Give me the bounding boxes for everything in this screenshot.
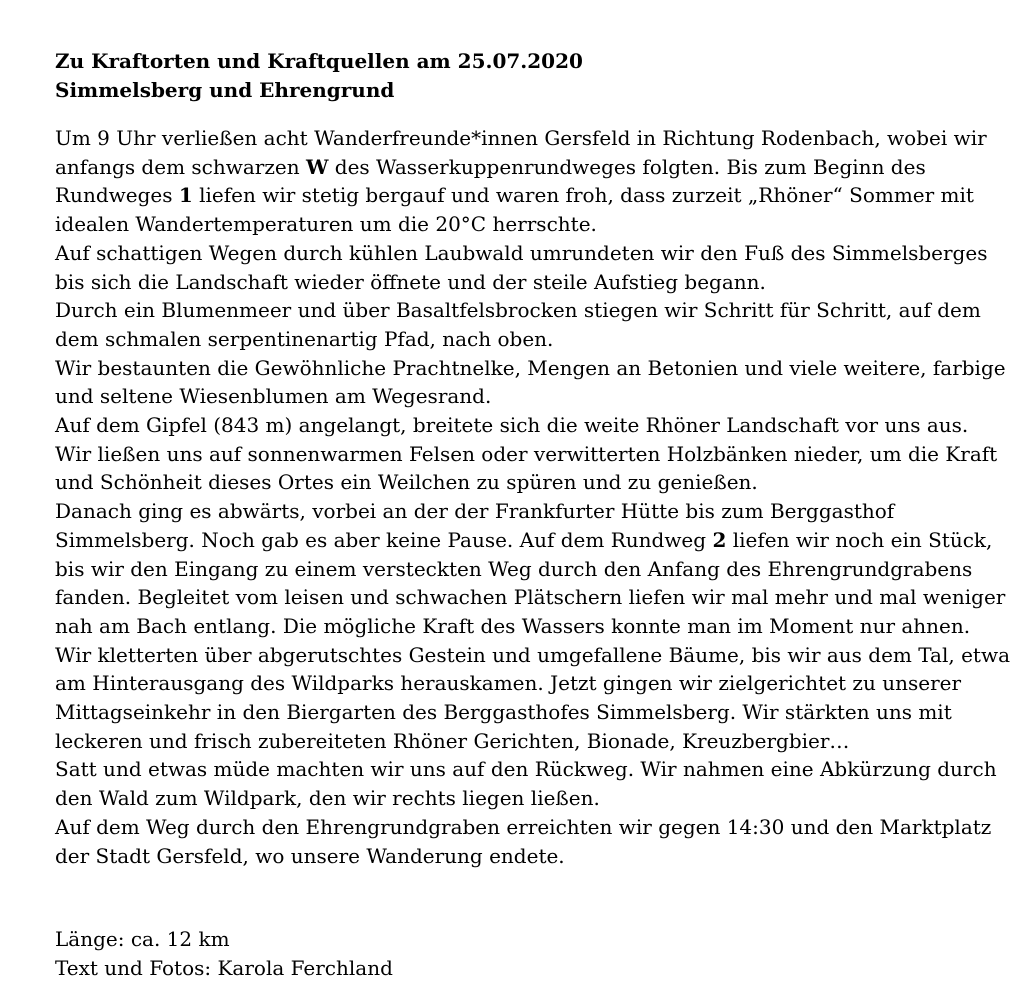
body-line: Um 9 Uhr verließen acht Wanderfreunde*innen Gersfeld in Richtung Rodenbach, wobei wir bbox=[55, 126, 987, 150]
body-line: nah am Bach entlang. Die mögliche Kraft des Wassers konnte man im Moment nur ahnen. bbox=[55, 613, 971, 638]
body-line bbox=[55, 181, 995, 210]
body-line: Danach ging es abwärts, vorbei an der der Frankfurter Hütte bis zum Berggasthof bbox=[55, 499, 895, 524]
body-line: bis wir den Eingang zu einem versteckten Weg durch den Anfang des Ehrengrundgrabens bbox=[55, 556, 973, 581]
body-text: Simmelsberg. Noch gab es aber keine Pause. Auf dem Rundweg bbox=[55, 527, 713, 552]
title-line: Zu Kraftorten und Kraftquellen am 25.07.2020 bbox=[55, 49, 583, 73]
body-line: und seltene Wiesenblumen am Wegesrand. bbox=[55, 384, 492, 409]
author-credit: Text und Fotos: Karola Ferchland bbox=[55, 955, 393, 980]
body-line: am Hinterausgang des Wildparks herauskamen. Jetzt gingen wir zielgerichtet zu unserer bbox=[55, 671, 962, 696]
body-text: liefen wir noch ein Stück, bbox=[726, 527, 993, 552]
route-length: Länge: ca. 12 km bbox=[55, 927, 230, 952]
body-line bbox=[55, 526, 995, 555]
route-marker-1: 1 bbox=[178, 183, 193, 208]
subtitle-line: Simmelsberg und Ehrengrund bbox=[55, 77, 395, 102]
body-line: dem schmalen serpentinenartig Pfad, nach oben. bbox=[55, 326, 554, 351]
body-line: bis sich die Landschaft wieder öffnete und der steile Aufstieg begann. bbox=[55, 269, 766, 294]
route-marker-w: W bbox=[305, 154, 329, 179]
body-line: Mittagseinkehr in den Biergarten des Berggasthofes Simmelsberg. Wir stärkten uns mit bbox=[55, 700, 952, 725]
document-footer bbox=[55, 925, 995, 982]
route-marker-2: 2 bbox=[712, 527, 727, 552]
body-line: Auf dem Gipfel (843 m) angelangt, breitete sich die weite Rhöner Landschaft vor uns aus. bbox=[55, 413, 969, 438]
body-text: des Wasserkuppenrundweges folgten. Bis zum Beginn des bbox=[328, 154, 926, 179]
body-line: Auf schattigen Wegen durch kühlen Laubwald umrundeten wir den Fuß des Simmelsberges bbox=[55, 240, 988, 265]
body-line: Wir bestaunten die Gewöhnliche Prachtnelke, Mengen an Betonien und viele weitere, farbige bbox=[55, 355, 1006, 380]
report-body bbox=[55, 124, 1010, 870]
document-page bbox=[55, 47, 1010, 982]
document-title bbox=[55, 47, 995, 104]
body-line: Wir kletterten über abgerutschtes Gestein und umgefallene Bäume, bis wir aus dem Tal, etwa bbox=[55, 642, 1010, 667]
body-line: den Wald zum Wildpark, den wir rechts liegen ließen. bbox=[55, 786, 600, 811]
body-line: Auf dem Weg durch den Ehrengrundgraben erreichten wir gegen 14:30 und den Marktplatz bbox=[55, 814, 992, 839]
body-line: der Stadt Gersfeld, wo unsere Wanderung endete. bbox=[55, 843, 565, 868]
body-line bbox=[55, 153, 995, 182]
body-line: Wir ließen uns auf sonnenwarmen Felsen oder verwitterten Holzbänken nieder, um die Kraft bbox=[55, 441, 998, 466]
body-text: liefen wir stetig bergauf und waren froh, dass zurzeit „Rhöner“ Sommer mit bbox=[192, 183, 974, 208]
body-line: idealen Wandertemperaturen um die 20°C herrschte. bbox=[55, 212, 597, 237]
body-line: Durch ein Blumenmeer und über Basaltfelsbrocken stiegen wir Schritt für Schritt, auf dem bbox=[55, 298, 981, 323]
body-line: und Schönheit dieses Ortes ein Weilchen zu spüren und zu genießen. bbox=[55, 470, 758, 495]
body-line: Satt und etwas müde machten wir uns auf den Rückweg. Wir nahmen eine Abkürzung durch bbox=[55, 757, 997, 782]
body-line: fanden. Begleitet vom leisen und schwachen Plätschern liefen wir mal mehr und mal weniger bbox=[55, 585, 1006, 610]
body-text: Rundweges bbox=[55, 183, 179, 208]
body-line: leckeren und frisch zubereiteten Rhöner Gerichten, Bionade, Kreuzbergbier… bbox=[55, 728, 850, 753]
body-text: anfangs dem schwarzen bbox=[55, 154, 306, 179]
